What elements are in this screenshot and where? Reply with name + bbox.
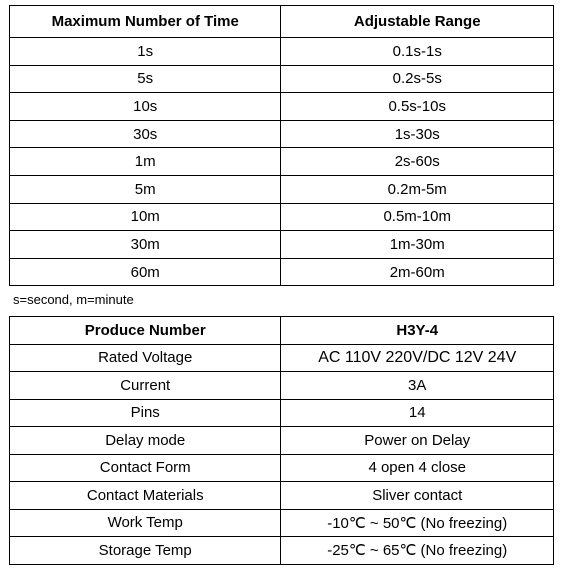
spec-row bbox=[10, 482, 554, 510]
table-row bbox=[10, 203, 554, 231]
table-row bbox=[10, 120, 554, 148]
range-cell: 1m-30m bbox=[281, 231, 554, 259]
spec-label: Rated Voltage bbox=[10, 344, 281, 372]
unit-note: s=second, m=minute bbox=[13, 292, 134, 307]
spec-value: Power on Delay bbox=[281, 427, 554, 455]
table-header-row bbox=[10, 6, 554, 38]
spec-header-label: Produce Number bbox=[10, 317, 281, 345]
spec-label: Pins bbox=[10, 399, 281, 427]
table-row bbox=[10, 175, 554, 203]
spec-label: Work Temp bbox=[10, 509, 281, 537]
spec-value: Sliver contact bbox=[281, 482, 554, 510]
table-row bbox=[10, 93, 554, 121]
spec-value: -25℃ ~ 65℃ (No freezing) bbox=[281, 537, 554, 565]
spec-value: -10℃ ~ 50℃ (No freezing) bbox=[281, 509, 554, 537]
max-time-cell: 1s bbox=[10, 38, 281, 66]
max-time-cell: 5s bbox=[10, 65, 281, 93]
spec-label: Contact Materials bbox=[10, 482, 281, 510]
spec-header-value: H3Y-4 bbox=[281, 317, 554, 345]
column-header-adjustable-range: Adjustable Range bbox=[281, 6, 554, 38]
table-row bbox=[10, 231, 554, 259]
range-cell: 0.5s-10s bbox=[281, 93, 554, 121]
spec-value: 3A bbox=[281, 372, 554, 400]
spec-row bbox=[10, 372, 554, 400]
spec-value: 14 bbox=[281, 399, 554, 427]
spec-row bbox=[10, 537, 554, 565]
spec-label: Current bbox=[10, 372, 281, 400]
spec-row bbox=[10, 509, 554, 537]
table-row bbox=[10, 38, 554, 66]
spec-value: 4 open 4 close bbox=[281, 454, 554, 482]
spec-table bbox=[9, 316, 554, 565]
spec-header-row bbox=[10, 317, 554, 345]
max-time-cell: 10s bbox=[10, 93, 281, 121]
table-row bbox=[10, 258, 554, 286]
spec-label: Storage Temp bbox=[10, 537, 281, 565]
range-cell: 0.2m-5m bbox=[281, 175, 554, 203]
range-cell: 2s-60s bbox=[281, 148, 554, 176]
spec-row bbox=[10, 427, 554, 455]
spec-row bbox=[10, 399, 554, 427]
range-cell: 0.1s-1s bbox=[281, 38, 554, 66]
spec-row bbox=[10, 344, 554, 372]
range-cell: 2m-60m bbox=[281, 258, 554, 286]
column-header-max-time: Maximum Number of Time bbox=[10, 6, 281, 38]
spec-label: Contact Form bbox=[10, 454, 281, 482]
spec-value: AC 110V 220V/DC 12V 24V bbox=[281, 344, 554, 372]
range-cell: 0.5m-10m bbox=[281, 203, 554, 231]
max-time-cell: 30s bbox=[10, 120, 281, 148]
range-cell: 1s-30s bbox=[281, 120, 554, 148]
table-row bbox=[10, 65, 554, 93]
time-range-table bbox=[9, 5, 554, 286]
range-cell: 0.2s-5s bbox=[281, 65, 554, 93]
spec-row bbox=[10, 454, 554, 482]
max-time-cell: 10m bbox=[10, 203, 281, 231]
max-time-cell: 5m bbox=[10, 175, 281, 203]
max-time-cell: 1m bbox=[10, 148, 281, 176]
table-row bbox=[10, 148, 554, 176]
spec-label: Delay mode bbox=[10, 427, 281, 455]
max-time-cell: 60m bbox=[10, 258, 281, 286]
max-time-cell: 30m bbox=[10, 231, 281, 259]
